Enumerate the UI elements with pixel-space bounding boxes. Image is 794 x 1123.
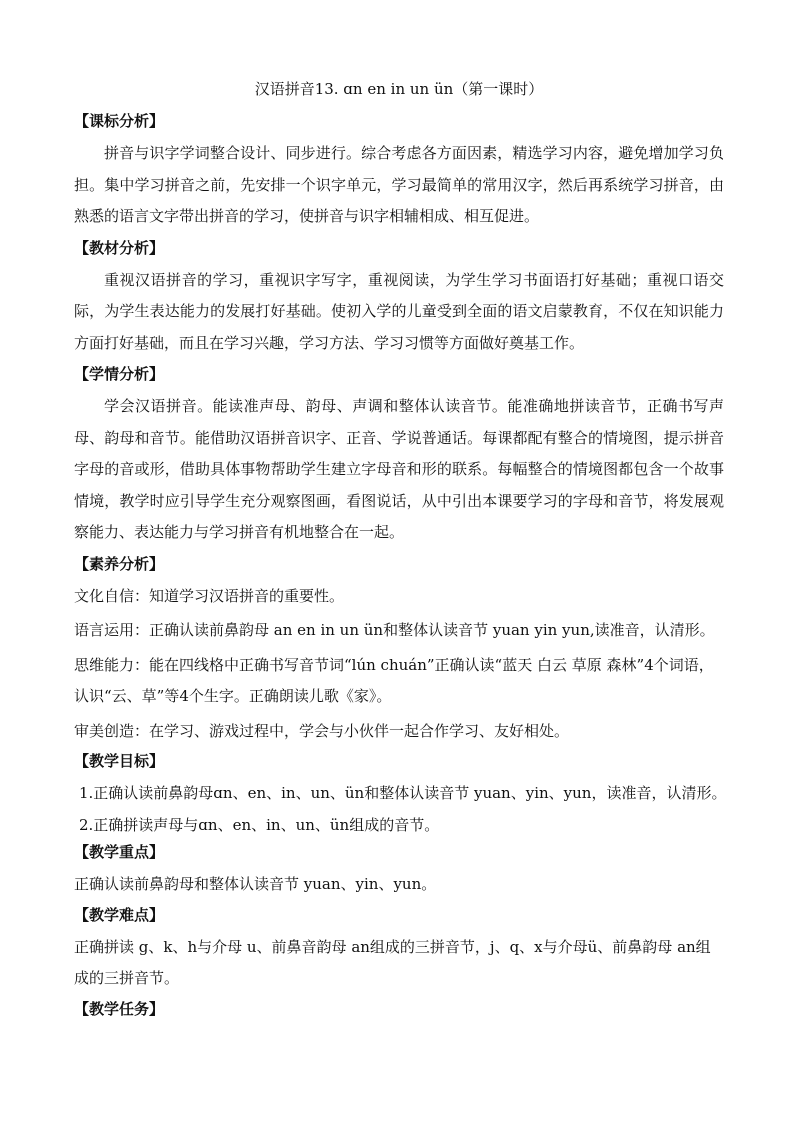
heading-student-analysis: 【学情分析】 — [74, 365, 165, 383]
heading-key-points: 【教学重点】 — [74, 843, 165, 861]
literacy-culture: 文化自信：知道学习汉语拼音的重要性。 — [74, 586, 345, 605]
document-title: 汉语拼音13. ɑn en in un ün（第一课时） — [254, 80, 544, 98]
heading-literacy-analysis: 【素养分析】 — [74, 554, 165, 573]
heading-textbook-analysis: 【教材分析】 — [74, 238, 165, 257]
paragraph-student-analysis: 学会汉语拼音。能读准声母、韵母、声调和整体认读音节。能准确地拼读音节，正确书写声母、韵母和音节。能借助汉语拼音识字、正音、学说普通话。每课都配有整合的情境图，提示拼音字母的音或形，借助具体事物帮助学生建立字母音和形的联系。每幅整合的情境图都包含一个故事情境，教学时应引导学生充分观察图画，看图说话，从中引出本课要学习的字母和音节，将发展观察能力、表达能力与学习拼音有机地整合在一起。 — [74, 397, 724, 541]
document-page — [74, 78, 727, 1026]
literacy-aesthetic: 审美创造：在学习、游戏过程中，学会与小伙伴一起合作学习、友好相处。 — [74, 721, 570, 740]
paragraph-textbook-analysis: 重视汉语拼音的学习，重视识字写字，重视阅读，为学生学习书面语打好基础；重视口语交际，为学生表达能力的发展打好基础。使初入学的儿童受到全面的语文启蒙教育，不仅在知识能力方面打好基础，而且在学习兴趣，学习方法、学习习惯等方面做好奠基工作。 — [74, 270, 724, 352]
heading-curriculum-analysis: 【课标分析】 — [74, 112, 165, 130]
literacy-thinking: 思维能力：能在四线格中正确书写音节词“lún chuán”正确认读“蓝天 白云 草原 森林”4个词语，认识“云、草”等4个生字。正确朗读儿歌《家》。 — [74, 655, 714, 705]
objective-item-2: 2.正确拼读声母与ɑn、en、in、un、ün组成的音节。 — [79, 815, 440, 834]
heading-difficulties: 【教学难点】 — [74, 905, 165, 924]
heading-teaching-tasks: 【教学任务】 — [74, 999, 165, 1018]
paragraph-curriculum-analysis: 拼音与识字学词整合设计、同步进行。综合考虑各方面因素，精选学习内容，避免增加学习负担。集中学习拼音之前，先安排一个识字单元，学习最简单的常用汉字，然后再系统学习拼音，由熟悉的语言文字带出拼音的学习，使拼音与识字相辅相成、相互促进。 — [74, 144, 724, 225]
paragraph-key-points: 正确认读前鼻韵母和整体认读音节 yuan、yin、yun。 — [74, 875, 437, 893]
paragraph-difficulties: 正确拼读 g、k、h与介母 u、前鼻音韵母 an组成的三拼音节，j、q、x与介母ü、前鼻韵母 an组成的三拼音节。 — [74, 937, 711, 987]
heading-teaching-objectives: 【教学目标】 — [74, 752, 165, 770]
objective-item-1: 1.正确认读前鼻韵母ɑn、en、in、un、ün和整体认读音节 yuan、yin、yun，读准音，认清形。 — [79, 784, 727, 802]
literacy-language: 语言运用：正确认读前鼻韵母 an en in un ün和整体认读音节 yuan yin yun,读准音，认清形。 — [74, 621, 715, 639]
